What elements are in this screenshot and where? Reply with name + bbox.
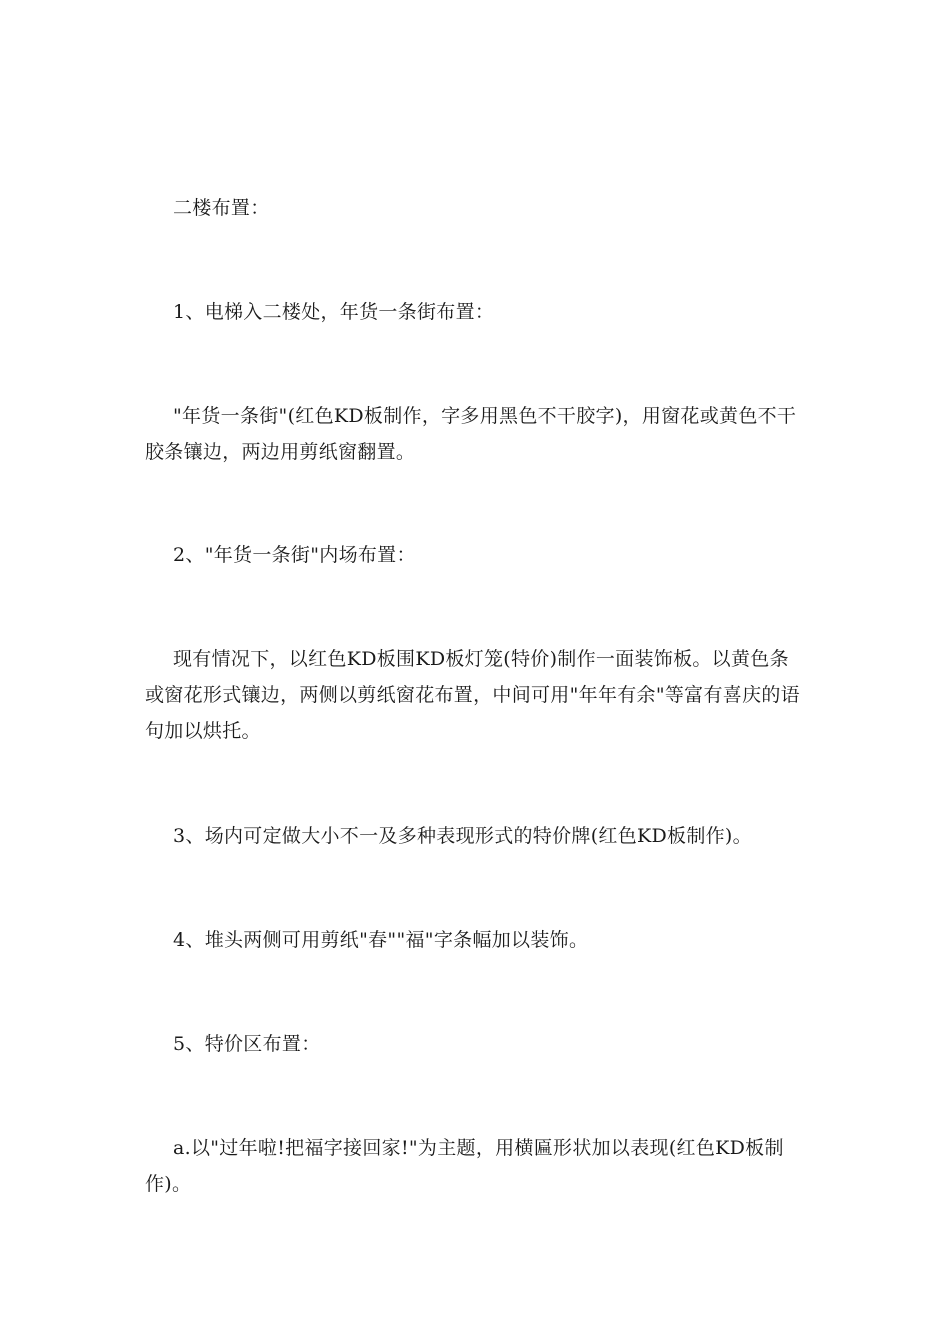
item-2-body: 现有情况下，以红色KD板围KD板灯笼(特价)制作一面装饰板。以黄色条或窗花形式镶边，两侧以剪纸窗花布置，中间可用"年年有余"等富有喜庆的语句加以烘托。 — [145, 648, 800, 742]
item-1-body: "年货一条街"(红色KD板制作，字多用黑色不干胶字)，用窗花或黄色不干胶条镶边，两边用剪纸窗翻置。 — [145, 405, 797, 463]
item-5a-body: a.以"过年啦!把福字接回家!"为主题，用横匾形状加以表现(红色KD板制作)。 — [145, 1137, 784, 1195]
item-4: 4、堆头两侧可用剪纸"春""福"字条幅加以装饰。 — [173, 929, 589, 951]
section-heading-second-floor: 二楼布置： — [173, 197, 270, 219]
item-1-heading: 1、电梯入二楼处，年货一条街布置： — [173, 301, 495, 323]
item-5-heading: 5、特价区布置： — [173, 1033, 321, 1055]
item-3: 3、场内可定做大小不一及多种表现形式的特价牌(红色KD板制作)。 — [173, 825, 752, 847]
item-2-heading: 2、"年货一条街"内场布置： — [173, 544, 416, 566]
